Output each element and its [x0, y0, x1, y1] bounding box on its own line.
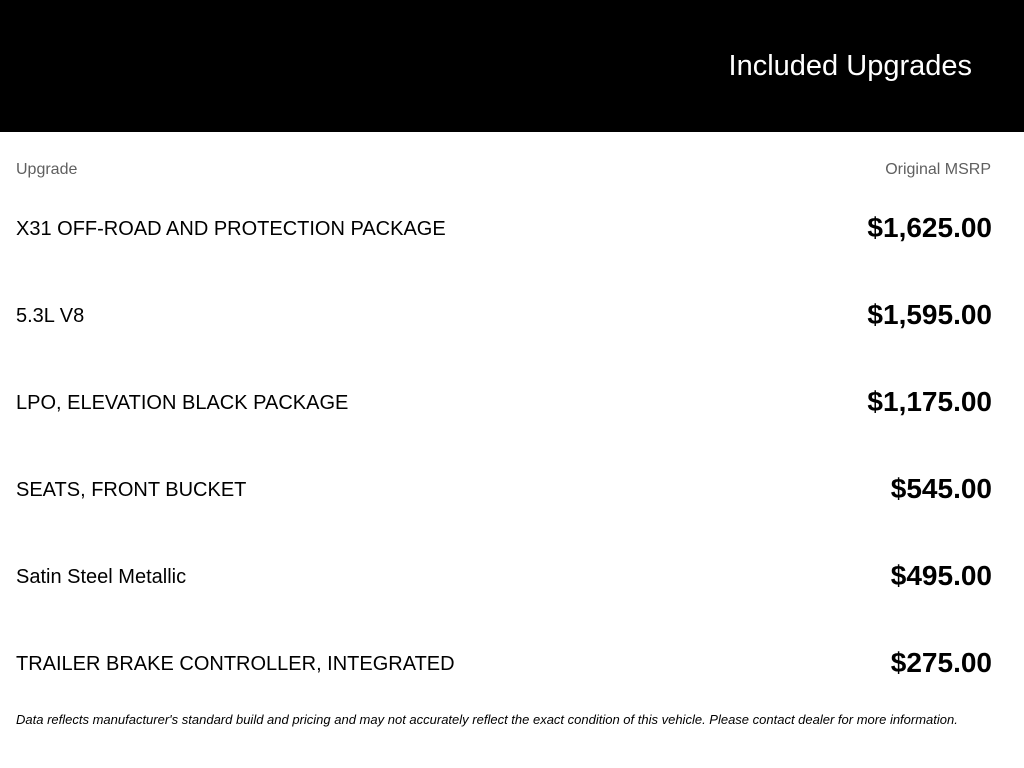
upgrade-row [0, 271, 1024, 358]
upgrade-price: $495.00 [890, 560, 992, 591]
upgrade-price: $1,175.00 [867, 386, 992, 417]
upgrade-row [0, 619, 1024, 706]
page-title: Included Upgrades [728, 50, 972, 82]
upgrade-price: $1,595.00 [867, 299, 992, 330]
upgrade-name: LPO, ELEVATION BLACK PACKAGE [16, 392, 349, 414]
upgrades-list [0, 184, 1024, 706]
upgrade-name: SEATS, FRONT BUCKET [16, 479, 247, 501]
upgrade-price: $545.00 [890, 473, 992, 504]
upgrade-name: 5.3L V8 [16, 305, 85, 327]
upgrade-price: $1,625.00 [867, 212, 992, 243]
column-header-msrp: Original MSRP [885, 161, 991, 178]
disclaimer-text: Data reflects manufacturer's standard build and pricing and may not accurately reflect the exact condition of this vehicle. Please contact dealer for more information. [16, 712, 958, 727]
upgrade-name: X31 OFF-ROAD AND PROTECTION PACKAGE [16, 218, 446, 240]
upgrade-price: $275.00 [890, 647, 992, 678]
upgrade-row [0, 532, 1024, 619]
column-header-upgrade: Upgrade [16, 161, 78, 178]
upgrade-name: TRAILER BRAKE CONTROLLER, INTEGRATED [16, 653, 455, 675]
upgrade-row [0, 358, 1024, 445]
upgrade-name: Satin Steel Metallic [16, 566, 187, 588]
upgrade-row [0, 445, 1024, 532]
header-banner [0, 0, 1024, 132]
upgrade-row [0, 184, 1024, 271]
